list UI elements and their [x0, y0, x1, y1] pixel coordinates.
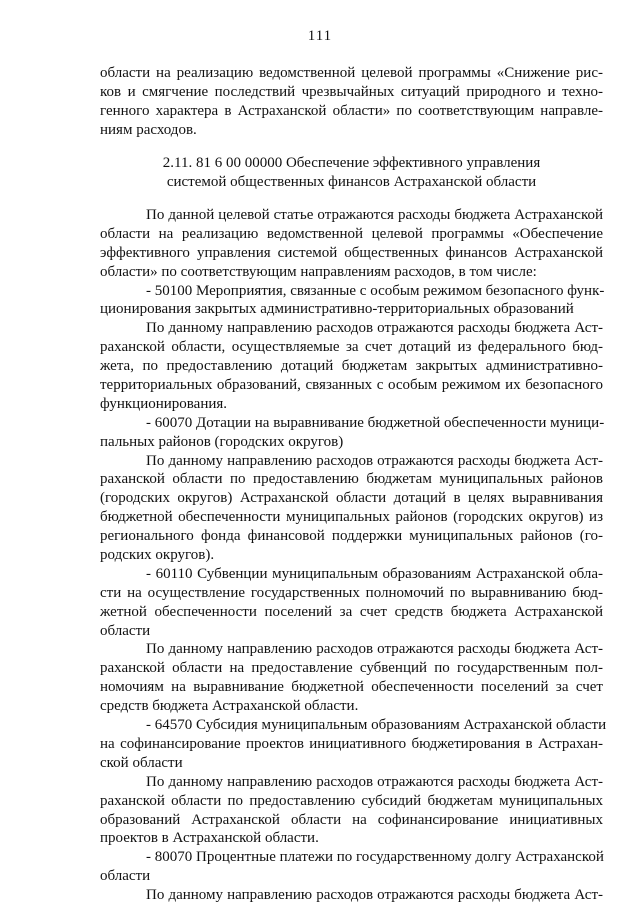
- text-line: - 50100 Мероприятия, связанные с особым режимом безопасного функ-: [146, 282, 605, 299]
- text-line: на софинансирование проектов инициативного бюджетирования в Астрахан-: [100, 735, 603, 752]
- text-line: номочиям на выравнивание бюджетной обеспеченности поселений за счет: [100, 679, 603, 696]
- text-line: По данному направлению расходов отражаются расходы бюджета Аст-: [146, 773, 603, 790]
- text-line: бюджетной обеспеченности муниципальных районов (городских округов) из: [100, 509, 603, 526]
- text-line: области на реализацию ведомственной целевой программы «Снижение рис-: [100, 65, 603, 81]
- text-line: По данному направлению расходов отражаются расходы бюджета Аст-: [146, 641, 603, 658]
- text-line: По данной целевой статье отражаются расходы бюджета Астраханской: [146, 207, 603, 223]
- text-line: области: [100, 868, 151, 885]
- text-line: области» по соответствующим направлениям расходов, в том числе:: [100, 263, 537, 280]
- text-line: генного характера в Астраханской области» по соответствующим направле-: [100, 102, 603, 119]
- heading-line: системой общественных финансов Астраханской области: [166, 173, 537, 190]
- text-line: раханской области, осуществляемые за счет дотаций из федерального бюд-: [100, 339, 603, 356]
- text-line: эффективного управления системой общественных финансов Астраханской: [100, 244, 603, 261]
- text-line: родских округов).: [100, 547, 215, 564]
- text-line: По данному направлению расходов отражаются расходы бюджета Аст-: [146, 320, 603, 337]
- text-line: области на реализацию ведомственной целевой программы «Обеспечение: [100, 225, 603, 242]
- section-heading: [100, 153, 603, 191]
- text-line: - 60110 Субвенции муниципальным образованиям Астраханской обла-: [146, 565, 603, 582]
- heading-line: 2.11. 81 6 00 00000 Обеспечение эффективного управления: [162, 155, 541, 171]
- text-line: средств бюджета Астраханской области.: [100, 698, 359, 715]
- page-number: 111: [307, 28, 333, 44]
- text-line: раханской области на предоставление субвенций по государственным пол-: [100, 660, 603, 677]
- text-line: По данному направлению расходов отражаются расходы бюджета Аст-: [146, 452, 603, 469]
- text-line: территориальных образований, связанных с особым режимом их безопасного: [100, 377, 603, 394]
- text-line: - 80070 Процентные платежи по государственному долгу Астраханской: [146, 849, 604, 866]
- text-line: проектов в Астраханской области.: [100, 830, 319, 847]
- text-line: сти на осуществление государственных полномочий по выравниванию бюд-: [100, 584, 603, 601]
- section-body: [100, 206, 607, 905]
- text-line: ниям расходов.: [100, 121, 197, 138]
- text-line: - 64570 Субсидия муниципальным образованиям Астраханской области: [146, 717, 607, 734]
- text-line: функционирования.: [100, 395, 228, 412]
- text-line: регионального фонда финансовой поддержки муниципальных районов (го-: [100, 528, 603, 545]
- text-line: пальных районов (городских округов): [100, 433, 344, 450]
- text-line: ской области: [100, 754, 183, 771]
- text-line: жета, по предоставлению дотаций бюджетам закрытых административно-: [100, 358, 603, 375]
- text-line: образований Астраханской области на софинансирование инициативных: [100, 811, 603, 828]
- text-line: области: [100, 622, 151, 639]
- text-line: раханской области по предоставлению субсидий бюджетам муниципальных: [100, 792, 603, 809]
- text-line: (городских округов) Астраханской области дотаций в целях выравнивания: [100, 490, 603, 507]
- text-line: жетной обеспеченности поселений за счет средств бюджета Астраханской: [100, 603, 603, 620]
- text-line: ков и смягчение последствий чрезвычайных ситуаций природного и техно-: [100, 83, 603, 100]
- text-line: По данному направлению расходов отражаются расходы бюджета Аст-: [146, 887, 603, 904]
- text-line: раханской области по предоставлению бюджетам муниципальных районов: [100, 471, 603, 488]
- text-line: - 60070 Дотации на выравнивание бюджетной обеспеченности муници-: [146, 414, 605, 431]
- intro-paragraph: [100, 64, 603, 140]
- text-line: ционирования закрытых административно-территориальных образований: [100, 301, 574, 318]
